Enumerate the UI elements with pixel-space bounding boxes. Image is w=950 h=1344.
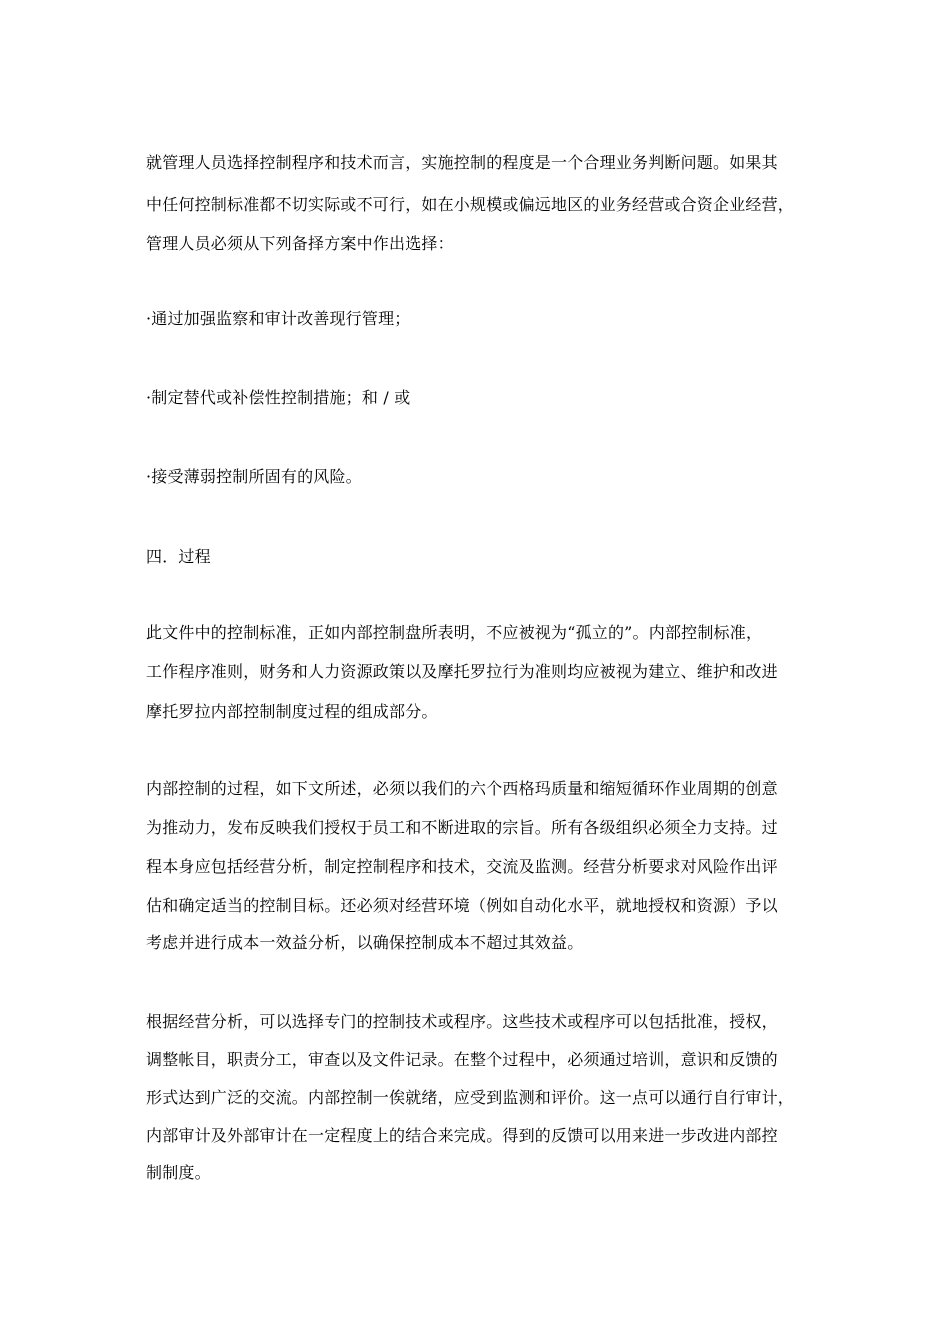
bullet-item-2: ·制定替代或补偿性控制措施；和 / 或 — [146, 388, 411, 407]
paragraph-2-line-2: 工作程序准则，财务和人力资源政策以及摩托罗拉行为准则均应被视为建立、维护和改进 — [146, 662, 778, 681]
paragraph-4-line-1: 根据经营分析，可以选择专门的控制技术或程序。这些技术或程序可以包括批准，授权， — [146, 1012, 778, 1031]
paragraph-4-line-3: 形式达到广泛的交流。内部控制一俟就绪，应受到监测和评价。这一点可以通行自行审计， — [146, 1088, 795, 1107]
section-heading: 四．过程 — [146, 547, 211, 566]
paragraph-3-line-5: 考虑并进行成本一效益分析，以确保控制成本不超过其效益。 — [146, 933, 584, 952]
bullet-item-1: ·通过加强监察和审计改善现行管理； — [146, 309, 411, 328]
paragraph-3-line-2: 为推动力，发布反映我们授权于员工和不断进取的宗旨。所有各级组织必须全力支持。过 — [146, 818, 778, 837]
paragraph-4-line-4: 内部审计及外部审计在一定程度上的结合来完成。得到的反馈可以用来进一步改进内部控 — [146, 1126, 778, 1145]
paragraph-1-line-1: 就管理人员选择控制程序和技术而言，实施控制的程度是一个合理业务判断问题。如果其 — [146, 153, 778, 172]
paragraph-1-line-2: 中任何控制标准都不切实际或不可行，如在小规模或偏远地区的业务经营或合资企业经营， — [146, 195, 795, 214]
paragraph-2-line-3: 摩托罗拉内部控制制度过程的组成部分。 — [146, 702, 438, 721]
paragraph-3-line-3: 程本身应包括经营分析，制定控制程序和技术，交流及监测。经营分析要求对风险作出评 — [146, 857, 778, 876]
paragraph-4-line-2: 调整帐目，职责分工，审查以及文件记录。在整个过程中，必须通过培训，意识和反馈的 — [146, 1050, 778, 1069]
paragraph-4-line-5: 制制度。 — [146, 1163, 211, 1182]
paragraph-1-line-3: 管理人员必须从下列备择方案中作出选择： — [146, 234, 454, 253]
bullet-item-3: ·接受薄弱控制所固有的风险。 — [146, 467, 362, 486]
paragraph-3-line-1: 内部控制的过程，如下文所述，必须以我们的六个西格玛质量和缩短循环作业周期的创意 — [146, 779, 778, 798]
paragraph-3-line-4: 估和确定适当的控制目标。还必须对经营环境（例如自动化水平，就地授权和资源）予以 — [146, 896, 778, 915]
paragraph-2-line-1: 此文件中的控制标准，正如内部控制盘所表明，不应被视为“孤立的”。内部控制标准， — [146, 623, 763, 642]
